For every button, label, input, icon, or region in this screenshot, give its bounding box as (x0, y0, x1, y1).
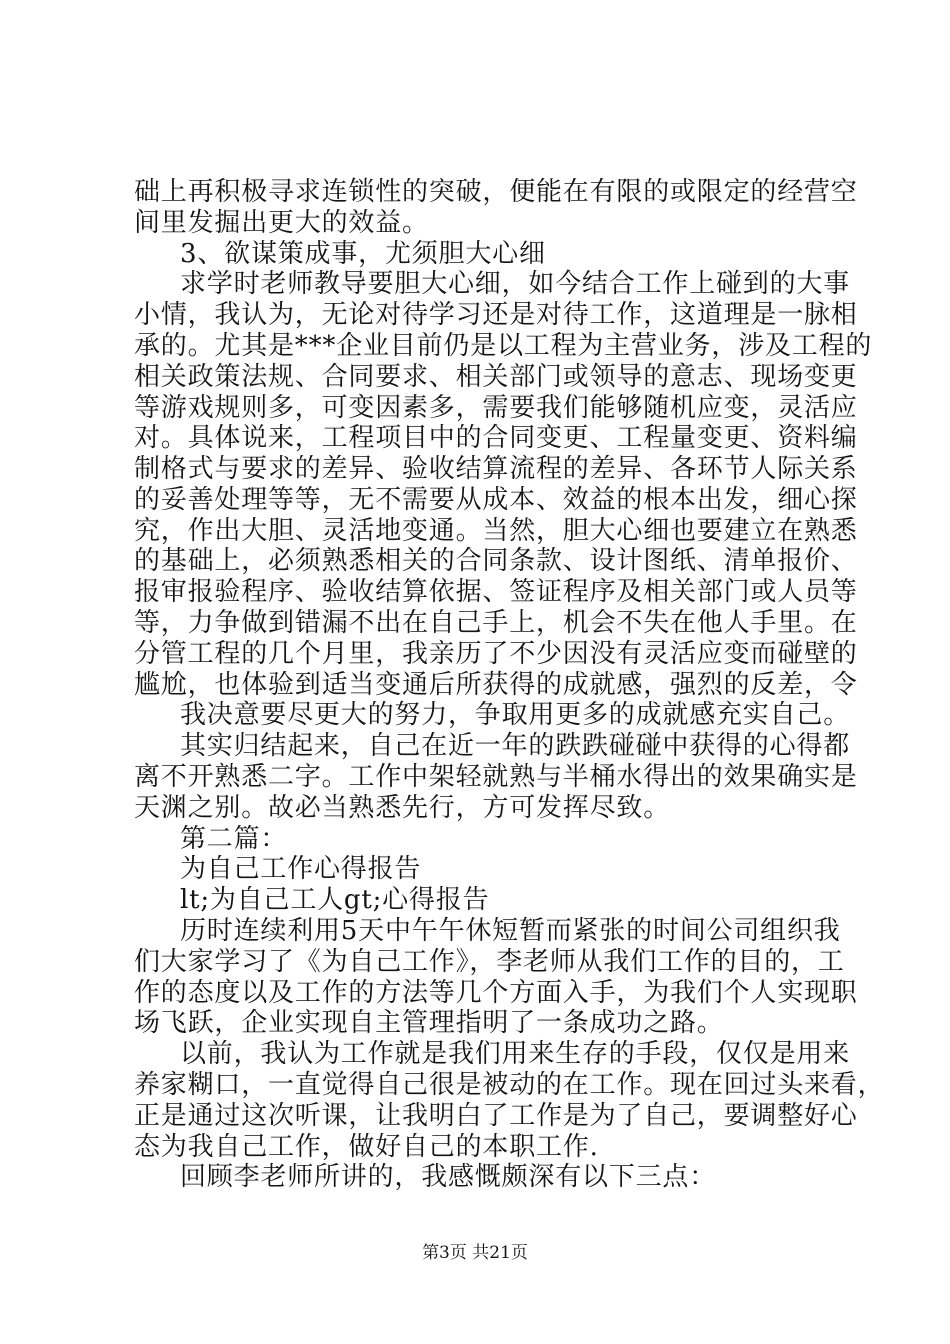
body-line: 天渊之别。故必当熟悉先行，方可发挥尽致。 (134, 793, 671, 823)
section-heading: 3、欲谋策成事，尤须胆大心细 (180, 239, 546, 269)
body-line: 尴尬，也体验到适当变通后所获得的成就感，强烈的反差，令 (134, 670, 858, 700)
body-line: 础上再积极寻求连锁性的突破，便能在有限的或限定的经营空 (134, 177, 858, 207)
body-line: 承的。尤其是***企业目前仍是以工程为主营业务，涉及工程的 (134, 331, 873, 361)
body-line: 对。具体说来，工程项目中的合同变更、工程量变更、资料编 (134, 423, 858, 453)
body-line: 分管工程的几个月里，我亲历了不少因没有灵活应变而碰壁的 (134, 639, 858, 669)
chapter-title: 为自己工作心得报告 (180, 854, 422, 884)
body-line: 我决意要尽更大的努力，争取用更多的成就感充实自己。 (180, 700, 851, 730)
body-line: 场飞跃，企业实现自主管理指明了一条成功之路。 (134, 1008, 724, 1038)
body-line: 正是通过这次听课，让我明白了工作是为了自己，要调整好心 (134, 1101, 858, 1131)
body-line: 回顾李老师所讲的，我感慨颇深有以下三点： (180, 1162, 717, 1192)
body-line: 的妥善处理等等，无不需要从成本、效益的根本出发，细心探 (134, 485, 858, 515)
body-line: 以前，我认为工作就是我们用来生存的手段，仅仅是用来 (180, 1039, 851, 1069)
body-line: 等，力争做到错漏不出在自己手上，机会不失在他人手里。在 (134, 608, 858, 638)
page-number-footer: 第3页 共21页 (422, 1243, 528, 1263)
body-line: 制格式与要求的差异、验收结算流程的差异、各环节人际关系 (134, 454, 858, 484)
body-line: 相关政策法规、合同要求、相关部门或领导的意志、现场变更 (134, 362, 858, 392)
body-line: 求学时老师教导要胆大心细，如今结合工作上碰到的大事 (180, 269, 851, 299)
body-line: 的基础上，必须熟悉相关的合同条款、设计图纸、清单报价、 (134, 546, 858, 576)
body-line: 究，作出大胆、灵活地变通。当然，胆大心细也要建立在熟悉 (134, 516, 858, 546)
body-line: 作的态度以及工作的方法等几个方面入手，为我们个人实现职 (134, 978, 858, 1008)
body-line: 报审报验程序、验收结算依据、签证程序及相关部门或人员等 (134, 577, 858, 607)
body-line: 小情，我认为，无论对待学习还是对待工作，这道理是一脉相 (134, 300, 858, 330)
body-line: 离不开熟悉二字。工作中架轻就熟与半桶水得出的效果确实是 (134, 762, 858, 792)
body-line: 养家糊口，一直觉得自己很是被动的在工作。现在回过头来看， (134, 1070, 885, 1100)
body-line: 态为我自己工作，做好自己的本职工作. (134, 1132, 599, 1162)
body-line: 其实归结起来，自己在近一年的跌跌碰碰中获得的心得都 (180, 731, 851, 761)
body-line: 间里发掘出更大的效益。 (134, 208, 429, 238)
body-line: 历时连续利用5天中午午休短暂而紧张的时间公司组织我 (180, 916, 841, 946)
body-line: 们大家学习了《为自己工作》，李老师从我们工作的目的，工 (134, 947, 845, 977)
body-line: 等游戏规则多，可变因素多，需要我们能够随机应变，灵活应 (134, 393, 858, 423)
chapter-subtitle: lt;为自己工人gt;心得报告 (180, 885, 490, 915)
chapter-heading: 第二篇： (180, 824, 288, 854)
